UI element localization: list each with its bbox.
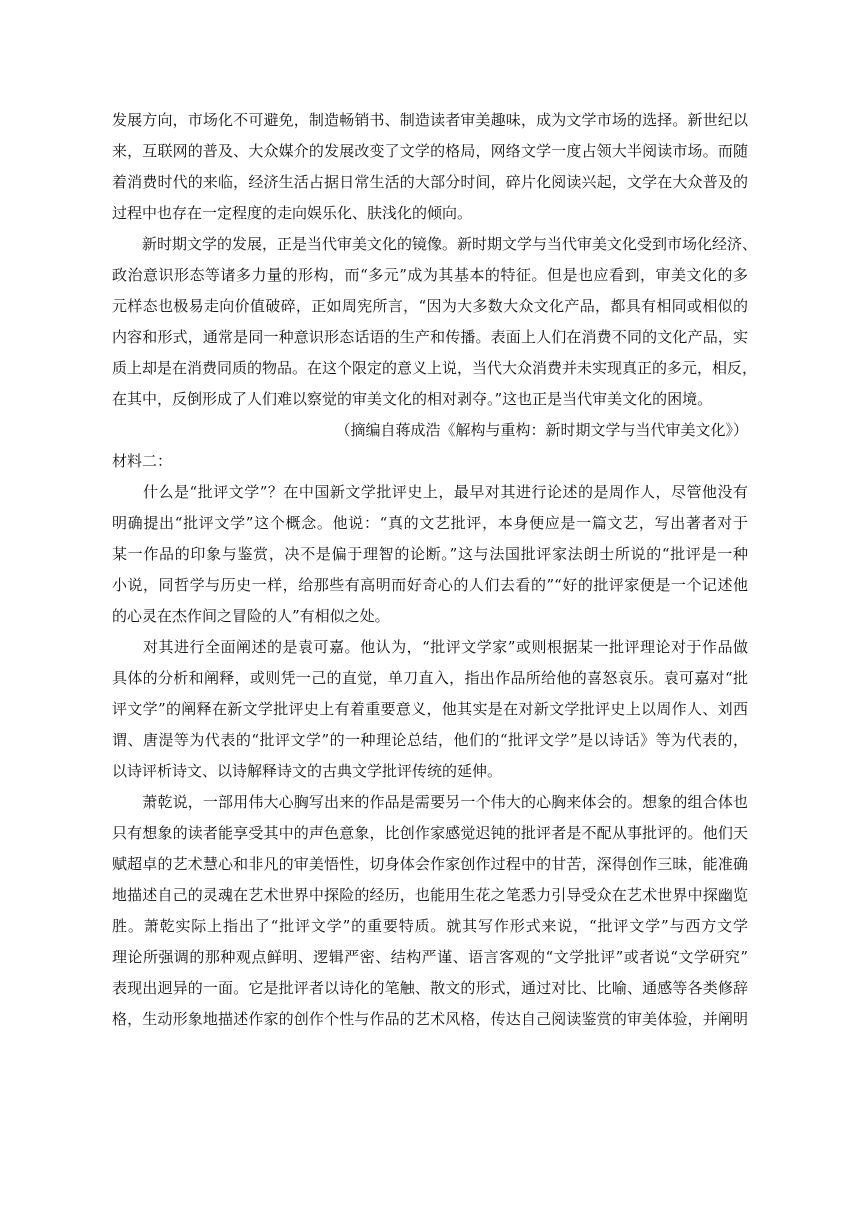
text-line: 着消费时代的来临，经济生活占据日常生活的大部分时间，碎片化阅读兴起，文学在大众普及的	[112, 173, 748, 191]
text-line: 表现出迥异的一面。它是批评者以诗化的笔触、散文的形式，通过对比、比喻、通感等各类修辞	[112, 979, 748, 997]
text-line: 元样态也极易走向价值破碎，正如周宪所言，“因为大多数大众文化产品，都具有相同或相似的	[112, 297, 748, 315]
text-line: 胜。萧乾实际上指出了“批评文学”的重要特质。就其写作形式来说，“批评文学”与西方文学	[112, 917, 748, 935]
text-line: 政治意识形态等诸多力量的形构，而“多元”成为其基本的特征。但是也应看到，审美文化的多	[112, 266, 748, 284]
section-label: 材料二：	[112, 452, 173, 470]
source-citation: （摘编自蒋成浩《解构与重构：新时期文学与当代审美文化》）	[335, 421, 748, 439]
text-line: 只有想象的读者能享受其中的声色意象，比创作家感觉迟钝的批评者是不配从事批评的。他们天	[112, 824, 748, 842]
text-line: 格，生动形象地描述作家的创作个性与作品的艺术风格，传达自己阅读鉴赏的审美体验，并阐明	[112, 1010, 748, 1028]
text-line: 在其中，反倒形成了人们难以察觉的审美文化的相对剥夺。”这也正是当代审美文化的困境。	[112, 390, 713, 408]
paragraph	[112, 477, 748, 632]
text-line: 谓、唐湜等为代表的“批评文学”的一种理论总结，他们的“批评文学”是以诗话》等为代表的，	[112, 731, 748, 749]
text-line: 来，互联网的普及、大众媒介的发展改变了文学的格局，网络文学一度占领大半阅读市场。而随	[112, 142, 748, 160]
text-line: 发展方向，市场化不可避免，制造畅销书、制造读者审美趣味，成为文学市场的选择。新世纪以	[112, 111, 748, 129]
text-line: 评文学”的阐释在新文学批评史上有着重要意义，他其实是在对新文学批评史上以周作人、刘西	[112, 700, 748, 718]
text-line: 过程中也存在一定程度的走向娱乐化、肤浅化的倾向。	[112, 204, 473, 222]
text-line: 以诗评析诗文、以诗解释诗文的古典文学批评传统的延伸。	[112, 762, 503, 780]
text-line: 新时期文学的发展，正是当代审美文化的镜像。新时期文学与当代审美文化受到市场化经济、	[112, 235, 758, 253]
text-line: 具体的分析和阐释，或则凭一己的直觉，单刀直入，指出作品所给他的喜怒哀乐。袁可嘉对“批	[112, 669, 748, 687]
text-line: 某一作品的印象与鉴赏，决不是偏于理智的论断。”这与法国批评家法朗士所说的“批评是一种	[112, 545, 748, 563]
text-line: 萧乾说，一部用伟大心胸写出来的作品是需要另一个伟大的心胸来体会的。想象的组合体也	[112, 793, 748, 811]
paragraph	[112, 105, 748, 229]
text-line: 内容和形式，通常是同一种意识形态话语的生产和传播。表面上人们在消费不同的文化产品，实	[112, 328, 748, 346]
text-line: 明确提出“批评文学”这个概念。他说：“真的文艺批评，本身便应是一篇文艺，写出著者对于	[112, 514, 748, 532]
text-line: 的心灵在杰作间之冒险的人”有相似之处。	[112, 607, 390, 625]
paragraph	[112, 787, 748, 1035]
text-line: 对其进行全面阐述的是袁可嘉。他认为，“批评文学家”或则根据某一批评理论对于作品做	[112, 638, 748, 656]
text-line: 地描述自己的灵魂在艺术世界中探险的经历，也能用生花之笔悉力引导受众在艺术世界中探幽览	[112, 886, 748, 904]
text-line: 赋超卓的艺术慧心和非凡的审美悟性，切身体会作家创作过程中的甘苦，深得创作三昧，能准确	[112, 855, 748, 873]
text-line: 小说，同哲学与历史一样，给那些有高明而好奇心的人们去看的”“好的批评家便是一个记述他	[112, 576, 748, 594]
paragraph	[112, 632, 748, 787]
text-line: 什么是“批评文学”？在中国新文学批评史上，最早对其进行论述的是周作人，尽管他没有	[112, 483, 748, 501]
text-line: 质上却是在消费同质的物品。在这个限定的意义上说，当代大众消费并未实现真正的多元，相反，	[112, 359, 758, 377]
paragraph	[112, 229, 758, 415]
text-line: 理论所强调的那种观点鲜明、逻辑严密、结构严谨、语言客观的“文学批评”或者说“文学研究”	[112, 948, 748, 966]
document-page	[112, 105, 758, 1035]
